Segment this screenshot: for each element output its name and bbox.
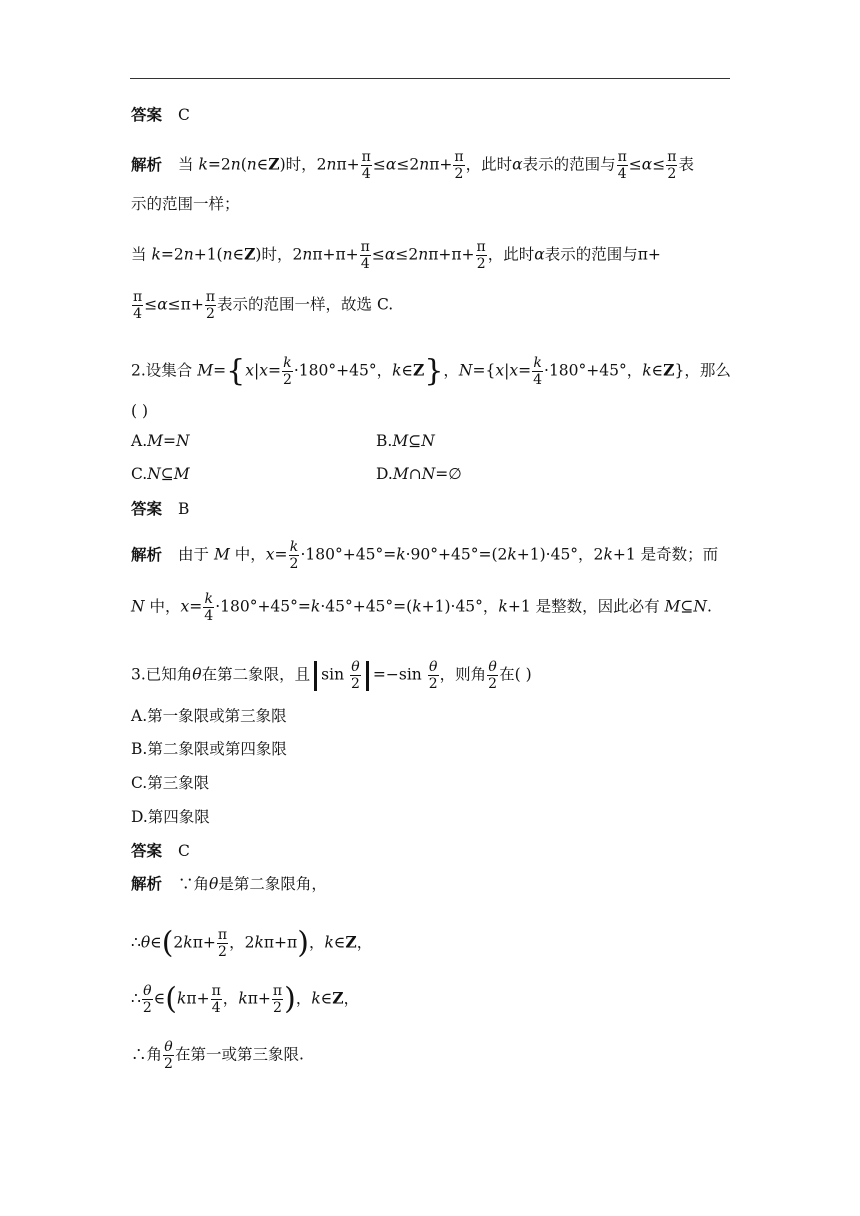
- text: ，则角: [439, 665, 487, 684]
- text: 由于: [178, 545, 210, 564]
- text: =: [213, 361, 227, 380]
- text: ≤: [144, 295, 158, 314]
- text: π+: [247, 989, 271, 1008]
- var-k: k: [498, 597, 508, 616]
- answer-label: 答案: [131, 841, 163, 860]
- numerator: π: [272, 983, 283, 999]
- var-N: N: [176, 432, 190, 450]
- q3-option-c: [131, 773, 209, 793]
- numerator: θ: [428, 659, 438, 675]
- var-alpha: α: [385, 155, 397, 174]
- text: B.: [376, 432, 393, 450]
- text: 是第二象限角，: [218, 875, 327, 893]
- text: )时，2: [279, 155, 327, 174]
- fraction: [350, 660, 361, 691]
- denominator: 2: [476, 256, 486, 272]
- text: ·90°+45°=(2: [405, 545, 508, 564]
- fraction: [217, 928, 228, 959]
- var-M: M: [664, 597, 681, 616]
- var-alpha: α: [512, 155, 523, 174]
- var-k: k: [198, 155, 208, 174]
- text: =−sin: [372, 665, 422, 684]
- text: +1 是奇数；而: [612, 545, 719, 564]
- q2-stem: 2.设集合 M={x|x= $\frac{k}{2}$ ·180°+45°，k∈Z}，N={x|x= $\frac{k}{4}$ ·180°+45°，k∈Z}，那么: [131, 353, 731, 389]
- text: ≤: [371, 245, 385, 264]
- denominator: 2: [428, 676, 438, 692]
- text: A.: [131, 432, 148, 450]
- fraction: [532, 356, 543, 387]
- var-k: k: [310, 597, 321, 616]
- text: 当: [178, 155, 194, 174]
- numerator: π: [476, 239, 486, 255]
- text: ，: [308, 933, 325, 952]
- text: π+: [429, 155, 453, 174]
- fraction: [205, 290, 216, 321]
- text: ∈: [232, 245, 245, 264]
- text: ∈: [333, 933, 346, 952]
- var-N: N: [147, 465, 161, 483]
- fraction: [361, 150, 372, 181]
- text: +1)·45°，2: [516, 545, 604, 564]
- var-k: k: [238, 989, 248, 1008]
- numerator: k: [289, 539, 299, 555]
- denominator: 4: [360, 256, 370, 272]
- fraction: [487, 660, 498, 691]
- var-x: x: [495, 361, 505, 380]
- q3-option-b: [131, 739, 287, 759]
- text: ≤: [652, 155, 666, 174]
- text: |: [253, 361, 260, 380]
- text: =2: [207, 155, 231, 174]
- q1-analysis-line-1: [131, 150, 694, 181]
- set-Z: Z: [332, 988, 344, 1008]
- denominator: 2: [667, 166, 677, 182]
- answer-value: C: [178, 842, 190, 860]
- q2-option-c: [131, 465, 190, 483]
- text: =: [472, 361, 486, 380]
- text: 在第二象限，且: [201, 665, 311, 684]
- var-x: x: [265, 545, 275, 564]
- fraction: [163, 1040, 174, 1071]
- numerator: π: [667, 149, 677, 165]
- text: ·180°+45°，: [293, 361, 393, 380]
- text: ≤2: [395, 245, 419, 264]
- denominator: 2: [282, 372, 292, 388]
- text: =: [267, 361, 281, 380]
- q1-answer: [131, 105, 190, 125]
- numerator: π: [360, 239, 370, 255]
- var-n: n: [418, 245, 429, 264]
- analysis-label: 解析: [131, 154, 163, 174]
- numerator: π: [217, 927, 228, 943]
- numerator: θ: [351, 659, 360, 675]
- abs-bar-right: [366, 661, 369, 691]
- text: ≤: [372, 155, 386, 174]
- text: ∈: [256, 155, 269, 174]
- var-N: N: [421, 465, 436, 483]
- text: ∩: [408, 465, 422, 483]
- brace-close: }: [424, 353, 444, 389]
- var-k: k: [396, 545, 406, 564]
- q3-option-d: [131, 807, 210, 827]
- text: 角: [146, 1045, 163, 1064]
- var-N: N: [693, 597, 707, 616]
- numerator: π: [133, 289, 143, 305]
- text: )时，2: [255, 245, 303, 264]
- text: sin: [321, 665, 345, 684]
- text: A.第一象限或第三象限: [131, 707, 287, 725]
- var-M: M: [392, 432, 409, 450]
- text: D.第四象限: [131, 808, 210, 826]
- q2-analysis-line-1: [131, 540, 718, 571]
- denominator: 2: [164, 1056, 173, 1072]
- denominator: 2: [142, 1000, 152, 1016]
- text: ·45°+45°=(: [320, 597, 413, 616]
- q3-option-a: [131, 706, 287, 726]
- text: 在第一或第三象限.: [174, 1045, 304, 1064]
- text: 当: [131, 245, 147, 264]
- text: ，: [343, 989, 360, 1008]
- text: ∈: [651, 361, 664, 380]
- numerator: k: [204, 591, 213, 607]
- fraction: [203, 592, 214, 623]
- text: ∈: [150, 933, 162, 952]
- var-N: N: [421, 432, 435, 450]
- var-theta: θ: [192, 665, 202, 684]
- var-x: x: [180, 597, 190, 616]
- var-k: k: [177, 989, 187, 1008]
- var-k: k: [412, 597, 422, 616]
- numerator: π: [361, 149, 371, 165]
- denominator: 2: [289, 556, 299, 572]
- var-k: k: [642, 361, 652, 380]
- text: ≤: [628, 155, 642, 174]
- text: +1 是整数，因此必有: [507, 597, 660, 616]
- abs-bar-left: [314, 661, 317, 691]
- answer-label: 答案: [131, 105, 163, 124]
- q2-option-a: [131, 432, 190, 450]
- var-x: x: [509, 361, 519, 380]
- q2-analysis-line-2: [131, 592, 712, 623]
- var-alpha: α: [534, 245, 545, 264]
- var-x: x: [245, 361, 254, 380]
- text: 中，: [234, 545, 266, 564]
- fraction: [453, 150, 464, 181]
- var-N: N: [131, 597, 145, 616]
- text: =: [189, 597, 203, 616]
- top-rule: [130, 78, 730, 79]
- question-number: 2.设集合: [131, 361, 193, 380]
- fraction: [132, 290, 143, 321]
- text: 在( ): [499, 665, 532, 684]
- text: 示的范围一样；: [131, 195, 240, 213]
- text: (: [240, 155, 247, 174]
- text: π+: [192, 933, 216, 952]
- text: 表: [678, 155, 694, 174]
- var-n: n: [302, 245, 313, 264]
- paren-close: ): [297, 925, 309, 961]
- numerator: θ: [143, 983, 152, 999]
- var-k: k: [392, 361, 402, 380]
- set-Z: Z: [268, 154, 280, 174]
- var-k: k: [151, 245, 161, 264]
- text: 表示的范围与: [522, 155, 616, 174]
- text: +1(: [193, 245, 223, 264]
- var-k: k: [603, 545, 613, 564]
- denominator: 4: [617, 166, 627, 182]
- set-Z: Z: [412, 360, 425, 380]
- q3-analysis-line-1: [131, 874, 327, 894]
- text: =: [518, 361, 532, 380]
- set-Z: Z: [663, 360, 675, 380]
- var-n: n: [326, 155, 337, 174]
- numerator: θ: [488, 659, 497, 675]
- fraction: [617, 150, 628, 181]
- var-k: k: [311, 989, 321, 1008]
- fraction: [211, 984, 222, 1015]
- answer-value: B: [178, 500, 190, 518]
- var-M: M: [147, 432, 163, 450]
- var-k: k: [507, 545, 517, 564]
- numerator: π: [454, 149, 464, 165]
- denominator: 4: [204, 608, 214, 624]
- fraction: [289, 540, 300, 571]
- q2-answer-paren: [131, 401, 148, 421]
- denominator: 4: [133, 306, 143, 322]
- numerator: θ: [164, 1039, 173, 1055]
- text: }: [674, 361, 685, 380]
- text: =2: [160, 245, 184, 264]
- numerator: π: [205, 289, 216, 305]
- denominator: 2: [488, 676, 498, 692]
- text: ∵角: [178, 875, 210, 893]
- var-k: k: [183, 933, 193, 952]
- paren-open: (: [165, 981, 177, 1017]
- q1-analysis-line-3: [131, 240, 661, 271]
- denominator: 4: [361, 166, 371, 182]
- text: D.: [376, 465, 393, 483]
- var-alpha: α: [157, 295, 168, 314]
- q3-answer: [131, 841, 190, 861]
- question-number: 3.已知角: [131, 665, 193, 684]
- var-N: N: [458, 361, 473, 380]
- var-n: n: [183, 245, 194, 264]
- denominator: 4: [211, 1000, 221, 1016]
- text: C.: [131, 465, 148, 483]
- text: ，此时: [487, 245, 535, 264]
- q3-analysis-line-2: [131, 925, 373, 961]
- answer-value: C: [178, 106, 190, 124]
- text: ，那么: [684, 361, 731, 380]
- q1-analysis-line-4: [131, 290, 393, 321]
- var-theta: θ: [209, 875, 219, 893]
- numerator: k: [283, 355, 292, 371]
- fraction: [428, 660, 439, 691]
- text: C.第三象限: [131, 774, 210, 792]
- text: ，: [295, 989, 312, 1008]
- q3-analysis-line-3: [131, 981, 360, 1017]
- q2-option-d: [376, 465, 462, 483]
- text: {: [485, 361, 496, 380]
- text: π+: [336, 155, 360, 174]
- denominator: 2: [454, 166, 464, 182]
- set-Z: Z: [244, 244, 256, 264]
- fraction: [272, 984, 283, 1015]
- var-M: M: [197, 361, 214, 380]
- var-n: n: [230, 155, 241, 174]
- text: 中，: [149, 597, 181, 616]
- text: ⊆: [160, 465, 174, 483]
- text: .: [706, 597, 712, 616]
- fraction: [360, 240, 371, 271]
- fraction: [666, 150, 677, 181]
- denominator: 2: [218, 944, 227, 960]
- analysis-label: 解析: [131, 544, 163, 564]
- text: ⊆: [408, 432, 422, 450]
- text: π+π: [263, 933, 298, 952]
- text: ，此时: [465, 155, 513, 174]
- q1-analysis-line-2: [131, 194, 240, 214]
- therefore-symbol: ∴: [131, 989, 141, 1008]
- var-alpha: α: [641, 155, 653, 174]
- numerator: π: [617, 149, 627, 165]
- brace-open: {: [226, 353, 246, 389]
- text: π+π+: [312, 245, 359, 264]
- denominator: 2: [205, 306, 215, 322]
- var-n: n: [419, 155, 430, 174]
- therefore-symbol: ∴: [131, 1045, 147, 1064]
- text: ∈: [401, 361, 413, 380]
- text: ，2: [229, 933, 255, 952]
- fraction: [282, 356, 293, 387]
- var-x: x: [259, 361, 268, 380]
- answer-label: 答案: [131, 499, 163, 518]
- var-theta: θ: [140, 933, 151, 952]
- text: ( ): [131, 402, 149, 420]
- paren-open: (: [161, 925, 174, 961]
- text: =: [163, 432, 176, 450]
- set-Z: Z: [345, 932, 357, 952]
- text: =∅: [435, 465, 462, 483]
- fraction: [142, 984, 153, 1015]
- q2-answer: [131, 499, 189, 519]
- var-M: M: [213, 545, 230, 564]
- denominator: 2: [273, 1000, 282, 1016]
- denominator: 2: [351, 676, 360, 692]
- therefore-symbol: ∴: [131, 933, 141, 952]
- var-n: n: [246, 155, 257, 174]
- text: ·180°+45°=: [215, 597, 311, 616]
- text: ≤π+: [167, 295, 204, 314]
- text: ·180°+45°，: [544, 361, 643, 380]
- var-alpha: α: [384, 245, 396, 264]
- text: ≤2: [396, 155, 420, 174]
- var-n: n: [222, 245, 233, 264]
- analysis-label: 解析: [131, 874, 163, 893]
- text: +1)·45°，: [421, 597, 499, 616]
- text: ·180°+45°=: [300, 545, 397, 564]
- text: ，: [356, 933, 373, 952]
- text: 表示的范围与π+: [544, 245, 661, 264]
- var-k: k: [254, 933, 264, 952]
- text: ∈: [320, 989, 333, 1008]
- text: 2: [173, 933, 184, 952]
- text: 表示的范围一样，故选 C.: [217, 295, 394, 314]
- denominator: 4: [533, 372, 543, 388]
- q3-analysis-line-4: [131, 1040, 304, 1071]
- fraction: [476, 240, 487, 271]
- text: |: [504, 361, 510, 380]
- paren-close: ): [284, 981, 296, 1017]
- text: ⊆: [680, 597, 694, 616]
- text: ∈: [153, 989, 166, 1008]
- text: B.第二象限或第四象限: [131, 740, 287, 758]
- var-k: k: [324, 933, 334, 952]
- text: π+: [186, 989, 210, 1008]
- numerator: k: [533, 355, 542, 371]
- var-M: M: [392, 465, 409, 483]
- var-M: M: [173, 465, 190, 483]
- text: π+π+: [428, 245, 475, 264]
- q2-option-b: [376, 432, 435, 450]
- q3-stem: [131, 660, 532, 691]
- text: ，: [222, 989, 239, 1008]
- text: =: [274, 545, 288, 564]
- numerator: π: [211, 983, 221, 999]
